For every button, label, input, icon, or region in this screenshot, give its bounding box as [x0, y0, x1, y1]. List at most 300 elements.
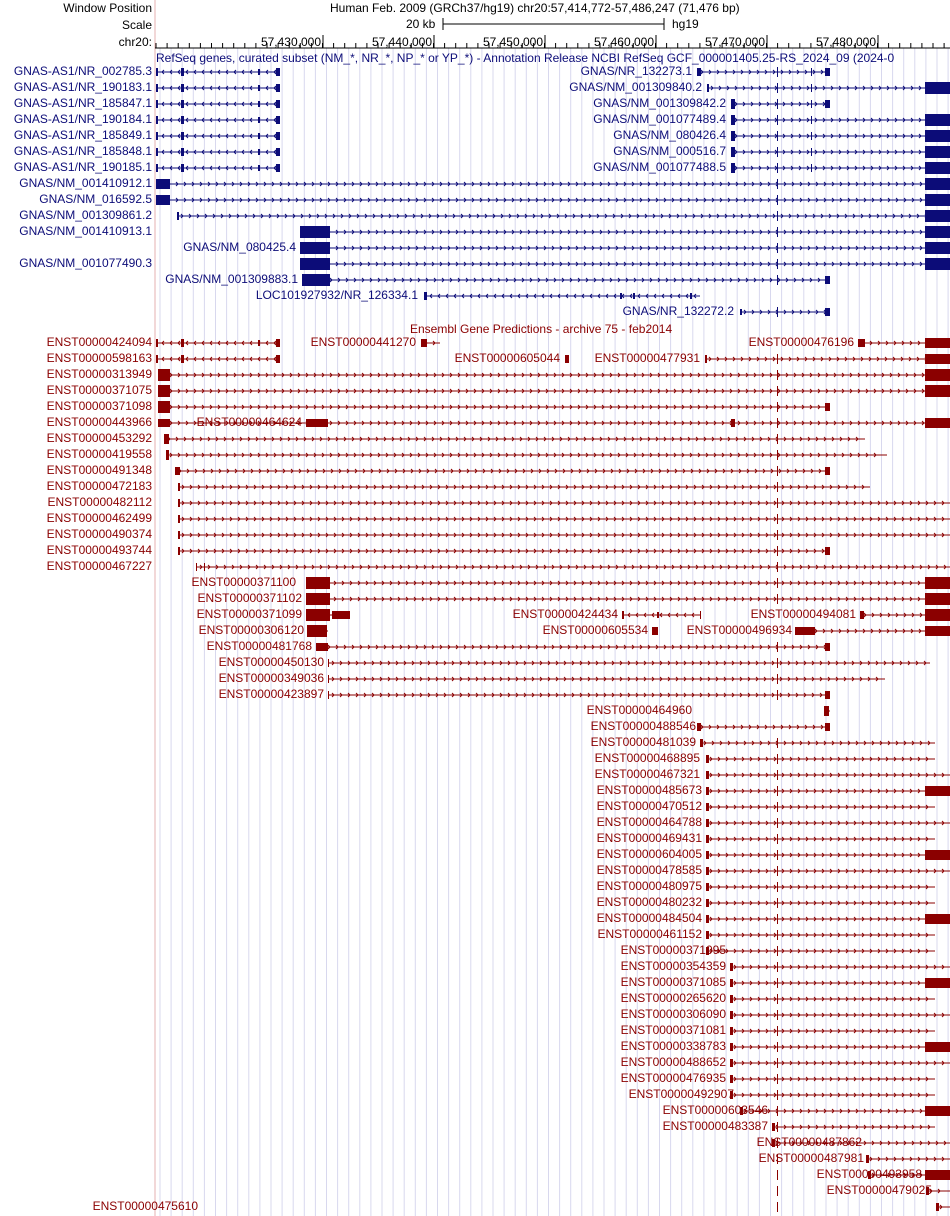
exon	[925, 626, 950, 636]
exon	[332, 611, 350, 619]
gene-model	[824, 706, 830, 716]
ensembl-inline-label[interactable]: ENST00000354359	[620, 959, 726, 973]
ensembl-inline-label[interactable]: ENST00000338783	[620, 1039, 726, 1053]
exon	[306, 419, 328, 427]
ensembl-side-label[interactable]: ENST00000313949	[46, 367, 152, 381]
exon	[306, 577, 330, 589]
ensembl-side-label[interactable]: ENST00000419558	[46, 447, 152, 461]
exon	[204, 563, 205, 571]
exon	[178, 547, 180, 555]
gene-model	[731, 146, 950, 158]
exon	[825, 276, 830, 284]
exon	[178, 531, 180, 539]
exon	[705, 355, 707, 363]
exon	[316, 643, 328, 651]
refseq-side-label[interactable]: GNAS-AS1/NR_185848.1	[13, 144, 152, 158]
gene-model	[777, 1202, 950, 1212]
gene-model	[706, 930, 935, 940]
exon	[795, 627, 815, 635]
gene-model	[731, 130, 950, 142]
exon	[276, 164, 280, 172]
scale-text: 20 kb	[406, 17, 436, 31]
refseq-inline-label[interactable]: GNAS/NM_080426.4	[613, 128, 726, 142]
ruler-tick-label: 57,460,000	[593, 35, 654, 49]
exon	[421, 339, 427, 347]
gene-model	[328, 658, 930, 668]
refseq-side-label[interactable]: GNAS-AS1/NR_190183.1	[13, 80, 152, 94]
exon	[777, 962, 778, 972]
exon	[276, 355, 280, 363]
ensembl-side-label[interactable]: ENST00000482112	[47, 495, 152, 509]
exon	[276, 84, 280, 92]
exon	[777, 434, 778, 444]
exon	[777, 786, 778, 796]
ensembl-inline-label[interactable]: ENST00000468895	[594, 751, 700, 765]
exon	[811, 68, 812, 76]
gene-model	[730, 962, 950, 972]
exon	[306, 593, 330, 605]
refseq-side-label[interactable]: GNAS/NM_016592.5	[39, 192, 152, 206]
gene-model	[707, 82, 950, 94]
exon	[777, 562, 778, 572]
exon	[777, 131, 778, 141]
exon	[925, 82, 950, 94]
exon	[328, 659, 329, 667]
exon	[777, 1202, 778, 1212]
gene-model	[706, 898, 935, 908]
exon	[156, 148, 158, 156]
exon	[777, 259, 778, 269]
exon	[156, 132, 158, 140]
gene-model	[302, 274, 830, 286]
exon	[777, 802, 778, 812]
ensembl-inline-label[interactable]: ENST00000485673	[596, 783, 702, 797]
gene-model	[156, 68, 280, 76]
ensembl-inline-label[interactable]: ENST00000603546	[662, 1103, 768, 1117]
ensembl-inline-label[interactable]: ENST00000371100	[191, 575, 296, 589]
chrom-label: chr20:	[118, 35, 152, 49]
exon	[777, 370, 778, 380]
ensembl-inline-label[interactable]: ENST00000469431	[596, 831, 702, 845]
exon	[706, 803, 709, 811]
ensembl-inline-label[interactable]: ENST00000480975	[596, 879, 702, 893]
gene-model	[730, 1010, 950, 1020]
ruler-tick-label: 57,430,000	[260, 35, 321, 49]
ensembl-inline-label[interactable]: ENST00000371081	[620, 1023, 726, 1037]
exon	[825, 691, 830, 699]
refseq-track-title[interactable]: RefSeq genes, curated subset (NM_*, NR_*, NP_* or YP_*) - Annotation Release NCBI RefSeq GCF_000001405.25-RS_2024_09 (2024-0	[156, 51, 895, 65]
ensembl-inline-label[interactable]: ENST00000496934	[686, 623, 792, 637]
exon	[158, 385, 170, 397]
ensembl-inline-label[interactable]: ENST00000464788	[596, 815, 702, 829]
exon	[777, 594, 778, 604]
gene-model	[156, 178, 950, 190]
ruler-tick-label: 57,480,000	[815, 35, 876, 49]
refseq-side-label[interactable]: GNAS/NM_001077490.3	[19, 256, 152, 270]
ensembl-inline-label[interactable]: ENST00000424434	[512, 607, 618, 621]
exon	[777, 83, 778, 93]
ensembl-inline-label[interactable]: ENST00000349036	[218, 671, 324, 685]
exon	[633, 293, 635, 299]
exon	[175, 467, 180, 475]
exon	[925, 418, 950, 428]
ensembl-inline-label[interactable]: ENST00000464960	[586, 703, 692, 717]
exon	[777, 1090, 778, 1100]
exon	[777, 275, 778, 285]
exon	[181, 132, 184, 140]
exon	[276, 100, 280, 108]
ensembl-side-label[interactable]: ENST00000493744	[46, 543, 152, 557]
exon	[777, 914, 778, 924]
exon	[258, 85, 260, 91]
exon	[706, 883, 709, 891]
exon	[707, 84, 709, 92]
refseq-inline-label[interactable]: GNAS/NM_000516.7	[613, 144, 726, 158]
exon	[306, 609, 330, 621]
exon	[156, 100, 158, 108]
exon	[925, 162, 950, 174]
refseq-side-label[interactable]: GNAS/NM_001410912.1	[19, 176, 152, 190]
exon	[706, 819, 709, 827]
exon	[777, 994, 778, 1004]
gene-model	[730, 994, 935, 1004]
exon	[777, 227, 778, 237]
exon	[925, 609, 950, 621]
exon	[777, 179, 778, 189]
exon	[706, 899, 709, 907]
exon	[181, 84, 184, 92]
exon	[811, 164, 812, 172]
refseq-inline-label[interactable]: GNAS/NM_001077488.5	[593, 160, 726, 174]
exon	[276, 148, 280, 156]
gene-model	[156, 84, 280, 92]
ensembl-inline-label[interactable]: ENST00000423897	[218, 687, 324, 701]
ensembl-side-label[interactable]: ENST00000490374	[46, 527, 152, 541]
gene-model	[730, 978, 950, 988]
ensembl-inline-label[interactable]: ENST00000481768	[206, 639, 312, 653]
exon	[825, 467, 830, 475]
gene-model	[156, 100, 280, 108]
ensembl-inline-label[interactable]: ENST00000467321	[594, 767, 700, 781]
ensembl-inline-label[interactable]: ENST00000481039	[590, 735, 696, 749]
exon	[181, 355, 184, 363]
gene-model	[306, 577, 950, 589]
exon	[777, 930, 778, 940]
exon	[811, 132, 812, 140]
ensembl-inline-label[interactable]: ENST00000484504	[596, 911, 702, 925]
exon	[158, 369, 170, 381]
exon	[777, 658, 778, 668]
exon	[276, 132, 280, 140]
exon	[777, 1122, 778, 1132]
ensembl-side-label[interactable]: ENST00000371098	[46, 399, 152, 413]
ensembl-side-label[interactable]: ENST00000424094	[46, 335, 152, 349]
exon	[777, 738, 778, 748]
exon	[825, 403, 830, 411]
exon	[181, 116, 184, 124]
gene-model	[706, 770, 950, 780]
exon	[777, 466, 778, 476]
gene-model	[158, 401, 830, 413]
exon	[925, 146, 950, 158]
exon	[777, 754, 778, 764]
exon	[777, 850, 778, 860]
ensembl-inline-label[interactable]: ENST00000464624	[196, 415, 302, 429]
ensembl-inline-label[interactable]: ENST00000441270	[310, 335, 416, 349]
gene-model	[730, 1042, 950, 1052]
gene-model	[307, 625, 328, 637]
exon	[258, 101, 260, 107]
ensembl-inline-label[interactable]: ENST00000371099	[196, 607, 302, 621]
exon	[307, 625, 327, 637]
ensembl-side-label[interactable]: ENST00000467227	[46, 559, 152, 573]
exon	[858, 339, 865, 347]
exon	[925, 242, 950, 254]
exon	[825, 723, 830, 731]
exon	[740, 309, 742, 315]
exon	[158, 401, 170, 413]
assembly-text: hg19	[672, 17, 699, 31]
refseq-side-label[interactable]: GNAS-AS1/NR_190185.1	[13, 160, 152, 174]
ensembl-side-label[interactable]: ENST00000462499	[46, 511, 152, 525]
ensembl-side-label[interactable]: ENST00000598163	[46, 351, 152, 365]
exon	[164, 434, 169, 444]
gene-model	[156, 132, 280, 140]
exon	[777, 211, 778, 221]
ensembl-inline-label[interactable]: ENST00000492907	[628, 1087, 734, 1101]
exon	[731, 147, 735, 157]
exon	[777, 498, 778, 508]
exon	[258, 133, 260, 139]
exon	[777, 418, 778, 428]
gene-model	[300, 258, 950, 270]
exon	[777, 450, 778, 460]
exon	[706, 915, 709, 923]
refseq-side-label[interactable]: GNAS-AS1/NR_185847.1	[13, 96, 152, 110]
ensembl-inline-label[interactable]: ENST00000461152	[597, 927, 702, 941]
exon	[178, 499, 180, 507]
exon	[777, 243, 778, 253]
ensembl-inline-label[interactable]: ENST00000488546	[590, 719, 696, 733]
exon	[777, 866, 778, 876]
refseq-inline-label[interactable]: GNAS/NM_001309842.2	[593, 96, 726, 110]
refseq-inline-label[interactable]: LOC101927932/NR_126334.1	[255, 288, 418, 302]
ensembl-inline-label[interactable]: ENST00000450130	[218, 655, 324, 669]
refseq-side-label[interactable]: GNAS-AS1/NR_185849.1	[13, 128, 152, 142]
refseq-side-label[interactable]: GNAS-AS1/NR_190184.1	[13, 112, 152, 126]
exon	[777, 530, 778, 540]
gene-model	[740, 307, 830, 317]
ensembl-inline-label[interactable]: ENST00000479025	[826, 1183, 932, 1197]
ruler-tick-label: 57,440,000	[371, 35, 432, 49]
exon	[777, 99, 778, 109]
exon	[925, 1170, 950, 1180]
gene-model	[706, 786, 950, 796]
exon	[925, 914, 950, 924]
exon	[156, 195, 170, 205]
exon	[777, 546, 778, 556]
ensembl-inline-label[interactable]: ENST00000265620	[620, 991, 726, 1005]
gene-model	[706, 946, 935, 956]
exon	[777, 67, 778, 77]
ensembl-inline-label[interactable]: ENST00000605534	[542, 623, 648, 637]
exon	[706, 867, 709, 875]
exon	[258, 165, 260, 171]
gene-model	[706, 834, 935, 844]
exon	[925, 258, 950, 270]
exon	[276, 116, 280, 124]
exon	[156, 339, 158, 347]
gene-model	[697, 67, 830, 77]
gene-model	[178, 498, 950, 508]
gene-model	[795, 626, 950, 636]
exon	[777, 674, 778, 684]
exon	[706, 835, 709, 843]
gene-model	[156, 148, 280, 156]
ensembl-side-label[interactable]: ENST00000453292	[46, 431, 152, 445]
exon	[181, 339, 184, 347]
exon	[777, 163, 778, 173]
gene-model	[306, 593, 950, 605]
ensembl-inline-label[interactable]: ENST00000478585	[596, 863, 702, 877]
refseq-side-label[interactable]: GNAS-AS1/NR_002785.3	[13, 64, 152, 78]
exon	[925, 786, 950, 796]
ensembl-track-title[interactable]: Ensembl Gene Predictions - archive 75 - feb2014	[410, 322, 673, 336]
exon	[777, 1058, 778, 1068]
refseq-inline-label[interactable]: GNAS/NR_132272.2	[622, 304, 734, 318]
exon	[777, 1010, 778, 1020]
gene-model	[697, 723, 830, 731]
exon	[181, 100, 184, 108]
gene-model	[300, 226, 950, 238]
refseq-inline-label[interactable]: GNAS/NM_001309840.2	[569, 80, 702, 94]
position-text: Human Feb. 2009 (GRCh37/hg19) chr20:57,414,772-57,486,247 (71,476 bp)	[330, 1, 740, 15]
gene-model	[706, 882, 935, 892]
exon	[300, 226, 330, 238]
exon	[811, 100, 812, 108]
exon	[730, 1043, 733, 1051]
exon	[730, 1059, 733, 1067]
exon	[731, 115, 735, 125]
gene-model	[731, 162, 950, 174]
gene-model	[705, 354, 950, 364]
ensembl-inline-label[interactable]: ENST00000371085	[620, 975, 726, 989]
exon	[178, 515, 180, 523]
exon	[824, 706, 829, 716]
exon	[178, 483, 180, 491]
exon	[777, 1026, 778, 1036]
ensembl-inline-label[interactable]: ENST00000476935	[620, 1071, 726, 1085]
exon	[706, 931, 709, 939]
gene-model	[706, 866, 950, 876]
exon	[925, 178, 950, 190]
exon	[825, 68, 830, 76]
exon	[777, 147, 778, 157]
ensembl-side-label[interactable]: ENST00000443966	[46, 415, 152, 429]
exon	[706, 851, 709, 859]
exon	[156, 84, 158, 92]
gene-model	[731, 114, 950, 126]
ensembl-inline-label[interactable]: ENST00000371102	[197, 591, 302, 605]
ensembl-side-label[interactable]: ENST00000491348	[46, 463, 152, 477]
exon	[697, 68, 701, 76]
exon	[258, 149, 260, 155]
exon	[166, 450, 169, 460]
gene-model	[706, 802, 935, 812]
refseq-inline-label[interactable]: GNAS/NM_001077489.4	[593, 112, 726, 126]
exon	[620, 293, 622, 299]
exon	[706, 755, 709, 763]
exon	[777, 898, 778, 908]
exon	[825, 100, 830, 108]
exon	[811, 148, 812, 156]
exon	[777, 690, 778, 700]
gene-model	[730, 1090, 935, 1100]
ensembl-inline-label[interactable]: ENST00000475610	[92, 1199, 198, 1213]
exon	[936, 1203, 939, 1211]
exon	[925, 194, 950, 206]
refseq-side-label[interactable]: GNAS/NM_001309861.2	[19, 208, 152, 222]
exon	[177, 212, 179, 220]
exon	[730, 1011, 733, 1019]
ensembl-inline-label[interactable]: ENST00000480232	[596, 895, 702, 909]
ensembl-inline-label[interactable]: ENST00000487981	[758, 1151, 864, 1165]
exon	[777, 115, 778, 125]
refseq-inline-label[interactable]: GNAS/NM_001309883.1	[165, 272, 298, 286]
ensembl-inline-label[interactable]: ENST00000494081	[750, 607, 856, 621]
ensembl-inline-label[interactable]: ENST00000306120	[198, 623, 304, 637]
ensembl-inline-label[interactable]: ENST00000604005	[596, 847, 702, 861]
gene-model	[706, 914, 950, 924]
gene-model	[860, 609, 950, 621]
ensembl-inline-label[interactable]: ENST00000487862	[756, 1135, 862, 1149]
ensembl-inline-label[interactable]: ENST00000605044	[454, 351, 560, 365]
exon	[731, 163, 735, 173]
exon	[622, 611, 624, 619]
exon	[156, 179, 170, 189]
ensembl-inline-label[interactable]: ENST00000476196	[748, 335, 854, 349]
exon	[196, 563, 197, 571]
refseq-side-label[interactable]: GNAS/NM_001410913.1	[19, 224, 152, 238]
ensembl-inline-label[interactable]: ENST00000306090	[620, 1007, 726, 1021]
gene-model	[175, 466, 830, 476]
exon	[730, 1027, 733, 1035]
exon	[777, 195, 778, 205]
exon	[925, 1106, 950, 1116]
gene-model	[328, 690, 830, 700]
refseq-inline-label[interactable]: GNAS/NR_132273.1	[580, 64, 692, 78]
ensembl-inline-label[interactable]: ENST00000477931	[594, 351, 700, 365]
ensembl-side-label[interactable]: ENST00000472183	[46, 479, 152, 493]
exon	[730, 995, 733, 1003]
gene-model	[328, 674, 885, 684]
gene-model	[730, 1074, 935, 1084]
exon	[925, 593, 950, 605]
gene-model	[730, 1058, 950, 1068]
window-position-label: Window Position	[63, 1, 152, 15]
exon	[925, 210, 950, 222]
ensembl-side-label[interactable]: ENST00000371075	[46, 383, 152, 397]
ensembl-inline-label[interactable]: ENST00000488652	[620, 1055, 726, 1069]
exon	[825, 643, 830, 651]
exon	[276, 68, 280, 76]
ensembl-inline-label[interactable]: ENST00000371095	[620, 943, 726, 957]
ensembl-inline-label[interactable]: ENST00000483387	[662, 1119, 768, 1133]
ensembl-inline-label[interactable]: ENST00000470512	[596, 799, 702, 813]
refseq-inline-label[interactable]: GNAS/NM_080425.4	[183, 240, 296, 254]
gene-model	[178, 514, 950, 524]
ensembl-inline-label[interactable]: ENST00000493958	[816, 1167, 922, 1181]
